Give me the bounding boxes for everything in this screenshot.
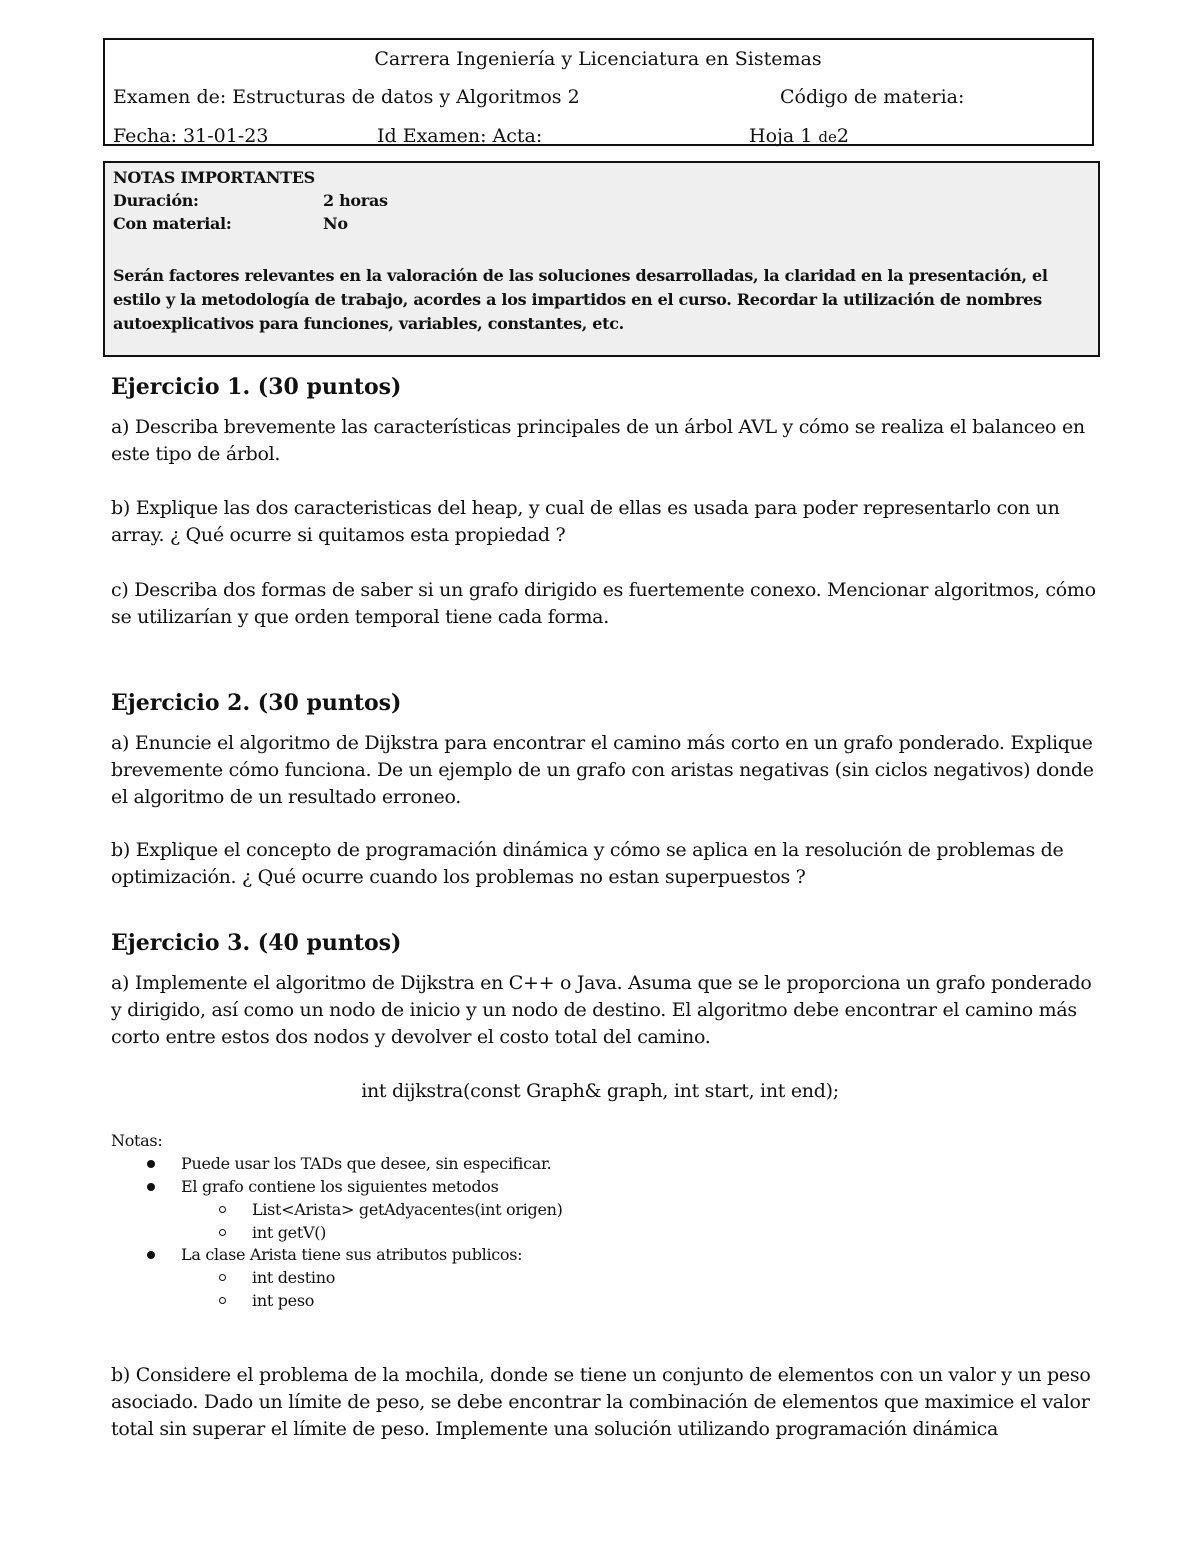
dijkstra-signature: int dijkstra(const Graph& graph, int start, int end); <box>361 1080 839 1102</box>
exercise2-b: b) Explique el concepto de programación dinámica y cómo se aplica en la resolución de problemas de optimización. ¿ Qué ocurre cuando los problemas no estan superpuestos ? <box>111 839 1064 888</box>
circle-bullet-icon <box>219 1206 226 1213</box>
material-label: Con material: <box>113 214 232 233</box>
notes-paragraph: Serán factores relevantes en la valoración de las soluciones desarrolladas, la claridad en la presentación, el estilo y la metodología de trabajo, acordes a los impartidos en el curso. Recordar la utilización de nombres autoexplicativos para funciones, variables, constantes, etc. <box>113 266 1048 333</box>
exercise2-a: a) Enuncie el algoritmo de Dijkstra para encontrar el camino más corto en un grafo ponderado. Explique brevemente cómo funciona. De un ejemplo de un grafo con aristas negativas (sin ciclos negativos) donde el algoritmo de un resultado erroneo. <box>111 732 1094 808</box>
exercise1-c: c) Describa dos formas de saber si un grafo dirigido es fuertemente conexo. Mencionar algoritmos, cómo se utilizarían y que orden temporal tiene cada forma. <box>111 579 1096 628</box>
sheet-label <box>749 125 849 148</box>
exercise1-a: a) Describa brevemente las características principales de un árbol AVL y cómo se realiza el balanceo en este tipo de árbol. <box>111 416 1085 465</box>
sheet-number: Hoja 1 <box>749 125 813 147</box>
notes-label: Notas: <box>111 1131 163 1150</box>
note-item-2: El grafo contiene los siguientes metodos <box>181 1177 499 1196</box>
exercise1-title: Ejercicio 1. (30 puntos) <box>111 374 402 400</box>
career-title: Carrera Ingeniería y Licenciatura en Sistemas <box>374 48 822 70</box>
sheet-of: de <box>818 128 837 146</box>
exam-label: Examen de: Estructuras de datos y Algoritmos 2 <box>113 86 580 108</box>
exercise2-title: Ejercicio 2. (30 puntos) <box>111 690 402 716</box>
duration-label: Duración: <box>113 191 199 210</box>
note-item-1: Puede usar los TADs que desee, sin especificar. <box>181 1154 552 1173</box>
header-box <box>103 38 1094 146</box>
bullet-icon <box>147 1160 155 1168</box>
notes-box <box>103 161 1100 357</box>
circle-bullet-icon <box>219 1297 226 1304</box>
bullet-icon <box>147 1251 155 1259</box>
duration-value: 2 horas <box>323 191 388 210</box>
note-item-3-sub-2: int peso <box>252 1291 315 1310</box>
notes-title: NOTAS IMPORTANTES <box>113 168 315 187</box>
bullet-icon <box>147 1183 155 1191</box>
note-item-3: La clase Arista tiene sus atributos publicos: <box>181 1245 523 1264</box>
subject-code-label: Código de materia: <box>780 86 965 108</box>
material-value: No <box>323 214 348 233</box>
note-item-2-sub-1: List<Arista> getAdyacentes(int origen) <box>252 1200 563 1219</box>
note-item-2-sub-2: int getV() <box>252 1223 327 1242</box>
exercise1-b: b) Explique las dos caracteristicas del heap, y cual de ellas es usada para poder representarlo con un array. ¿ Qué ocurre si quitamos esta propiedad ? <box>111 497 1060 546</box>
exercise3-b: b) Considere el problema de la mochila, donde se tiene un conjunto de elementos con un valor y un peso asociado. Dado un límite de peso, se debe encontrar la combinación de elementos que maximice el valor total sin superar el límite de peso. Implemente una solución utilizando programación dinámica <box>111 1364 1091 1440</box>
circle-bullet-icon <box>219 1274 226 1281</box>
note-item-3-sub-1: int destino <box>252 1268 336 1287</box>
exercise3-a: a) Implemente el algoritmo de Dijkstra en C++ o Java. Asuma que se le proporciona un grafo ponderado y dirigido, así como un nodo de inicio y un nodo de destino. El algoritmo debe encontrar el camino más corto entre estos dos nodos y devolver el costo total del camino. <box>111 972 1092 1048</box>
sheet-total: 2 <box>836 125 849 147</box>
date-label: Fecha: 31-01-23 <box>113 125 269 147</box>
circle-bullet-icon <box>219 1229 226 1236</box>
exercise3-title: Ejercicio 3. (40 puntos) <box>111 930 402 956</box>
exam-id-label: Id Examen: Acta: <box>377 125 543 147</box>
